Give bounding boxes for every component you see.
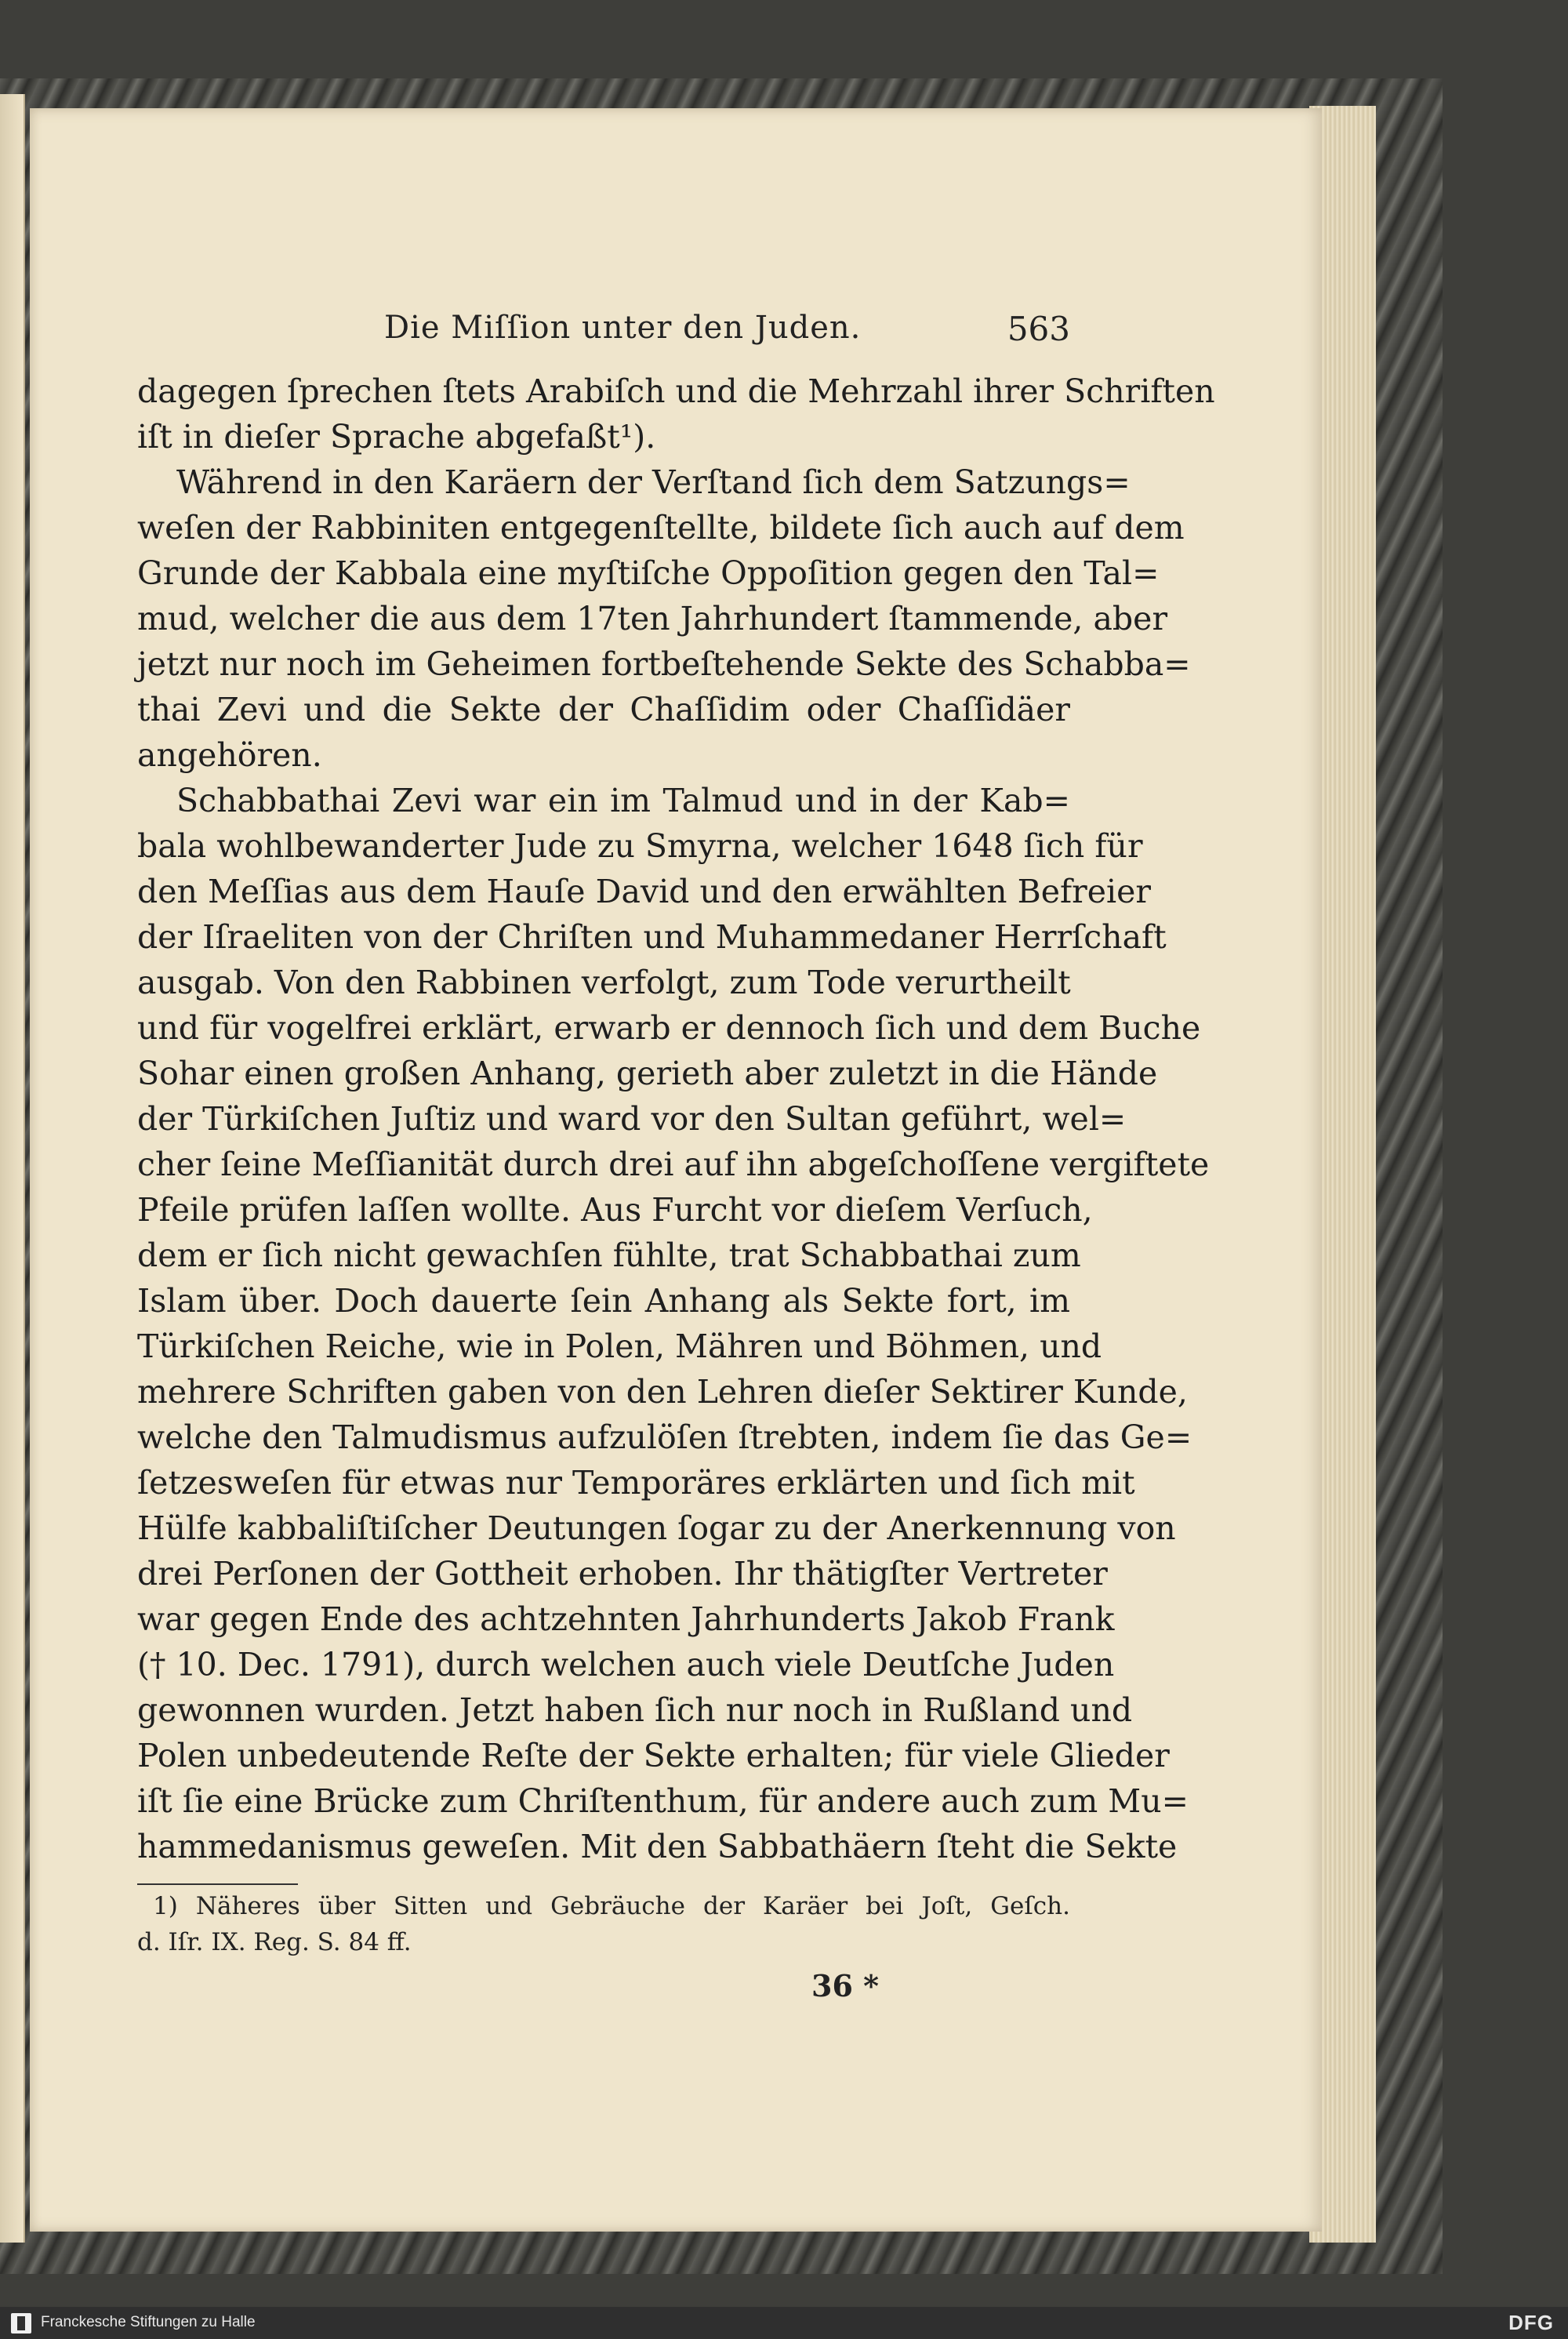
text-line: Polen unbedeutende Reſte der Sekte erhalten; für viele Glieder [137, 1737, 1170, 1774]
text-line: bala wohlbewanderter Jude zu Smyrna, welcher 1648 ſich für [137, 827, 1143, 865]
footnote-line: d. Iſr. IX. Reg. S. 84 ff. [137, 1928, 412, 1956]
institution-name: Franckesche Stiftungen zu Halle [41, 2314, 256, 2330]
text-line: ausgab. Von den Rabbinen verfolgt, zum Tode verurtheilt [137, 964, 1071, 1001]
text-line: Während in den Karäern der Verſtand ſich dem Satzungs= [176, 463, 1131, 501]
text-line: mehrere Schriften gaben von den Lehren dieſer Sektirer Kunde, [137, 1373, 1188, 1411]
body-text [137, 369, 1215, 1869]
text-line: ſetzesweſen für etwas nur Temporäres erklärten und ſich mit [137, 1464, 1135, 1502]
running-head [137, 310, 1070, 365]
page-number: 563 [1007, 310, 1070, 348]
text-line: Türkiſchen Reiche, wie in Polen, Mähren und Böhmen, und [137, 1327, 1102, 1365]
text-line: iſt in dieſer Sprache abgefaßt¹). [137, 418, 656, 456]
text-line: Pfeile prüfen laſſen wollte. Aus Furcht vor dieſem Verſuch, [137, 1191, 1093, 1229]
text-line: mud, welcher die aus dem 17ten Jahrhundert ſtammende, aber [137, 600, 1168, 637]
text-line: drei Perſonen der Gottheit erhoben. Ihr thätigſter Vertreter [137, 1555, 1108, 1593]
text-line: dagegen ſprechen ſtets Arabiſch und die Mehrzahl ihrer Schriften [137, 372, 1215, 410]
footnote-rule [137, 1883, 298, 1885]
text-line: iſt ſie eine Brücke zum Chriſtenthum, für andere auch zum Mu= [137, 1782, 1189, 1820]
text-line: dem er ſich nicht gewachſen fühlte, trat Schabbathai zum [137, 1237, 1081, 1274]
text-line: Sohar einen großen Anhang, gerieth aber zuletzt in die Hände [137, 1055, 1158, 1092]
text-line: angehören. [137, 736, 322, 774]
signature-mark: 36 * [811, 1968, 879, 2003]
text-line: cher ſeine Meſſianität durch drei auf ihn abgeſchoſſene vergiftete [137, 1146, 1210, 1183]
text-line: den Meſſias aus dem Hauſe David und den erwählten Befreier [137, 873, 1152, 910]
text-line: und für vogelfrei erklärt, erwarb er dennoch ſich und dem Buche [137, 1009, 1201, 1047]
institution-logo-icon [11, 2313, 31, 2334]
text-line: († 10. Dec. 1791), durch welchen auch viele Deutſche Juden [137, 1646, 1115, 1683]
viewer-footer-bar [0, 2307, 1568, 2339]
footnotes [137, 1888, 1070, 1960]
text-line: welche den Talmudismus aufzulöſen ſtrebten, indem ſie das Ge= [137, 1418, 1192, 1456]
text-line: der Iſraeliten von der Chriſten und Muhammedaner Herrſchaft [137, 918, 1167, 956]
footnote-line: 1) Näheres über Sitten und Gebräuche der Karäer bei Joſt, Geſch. [153, 1892, 1070, 1920]
text-line: hammedanismus geweſen. Mit den Sabbathäern ſteht die Sekte [137, 1828, 1178, 1865]
text-line: Hülfe kabbaliſtiſcher Deutungen ſogar zu der Anerkennung von [137, 1509, 1176, 1547]
text-line: jetzt nur noch im Geheimen fortbeſtehende Sekte des Schabba= [137, 645, 1191, 683]
text-line: der Türkiſchen Juſtiz und ward vor den Sultan geführt, wel= [137, 1100, 1127, 1138]
text-line: Islam über. Doch dauerte ſein Anhang als Sekte fort, im [137, 1282, 1070, 1320]
running-title: Die Miſſion unter den Juden. [384, 310, 862, 346]
previous-page-edge [0, 94, 25, 2243]
text-line: thai Zevi und die Sekte der Chaſſidim oder Chaſſidäer [137, 691, 1070, 728]
text-line: gewonnen wurden. Jetzt haben ſich nur noch in Rußland und [137, 1691, 1133, 1729]
text-line: war gegen Ende des achtzehnten Jahrhunderts Jakob Frank [137, 1600, 1115, 1638]
dfg-logo: DFG [1508, 2311, 1554, 2334]
text-line: weſen der Rabbiniten entgegenſtellte, bildete ſich auch auf dem [137, 509, 1185, 547]
text-line: Grunde der Kabbala eine myſtiſche Oppoſition gegen den Tal= [137, 554, 1160, 592]
text-line: Schabbathai Zevi war ein im Talmud und in der Kab= [176, 782, 1070, 819]
